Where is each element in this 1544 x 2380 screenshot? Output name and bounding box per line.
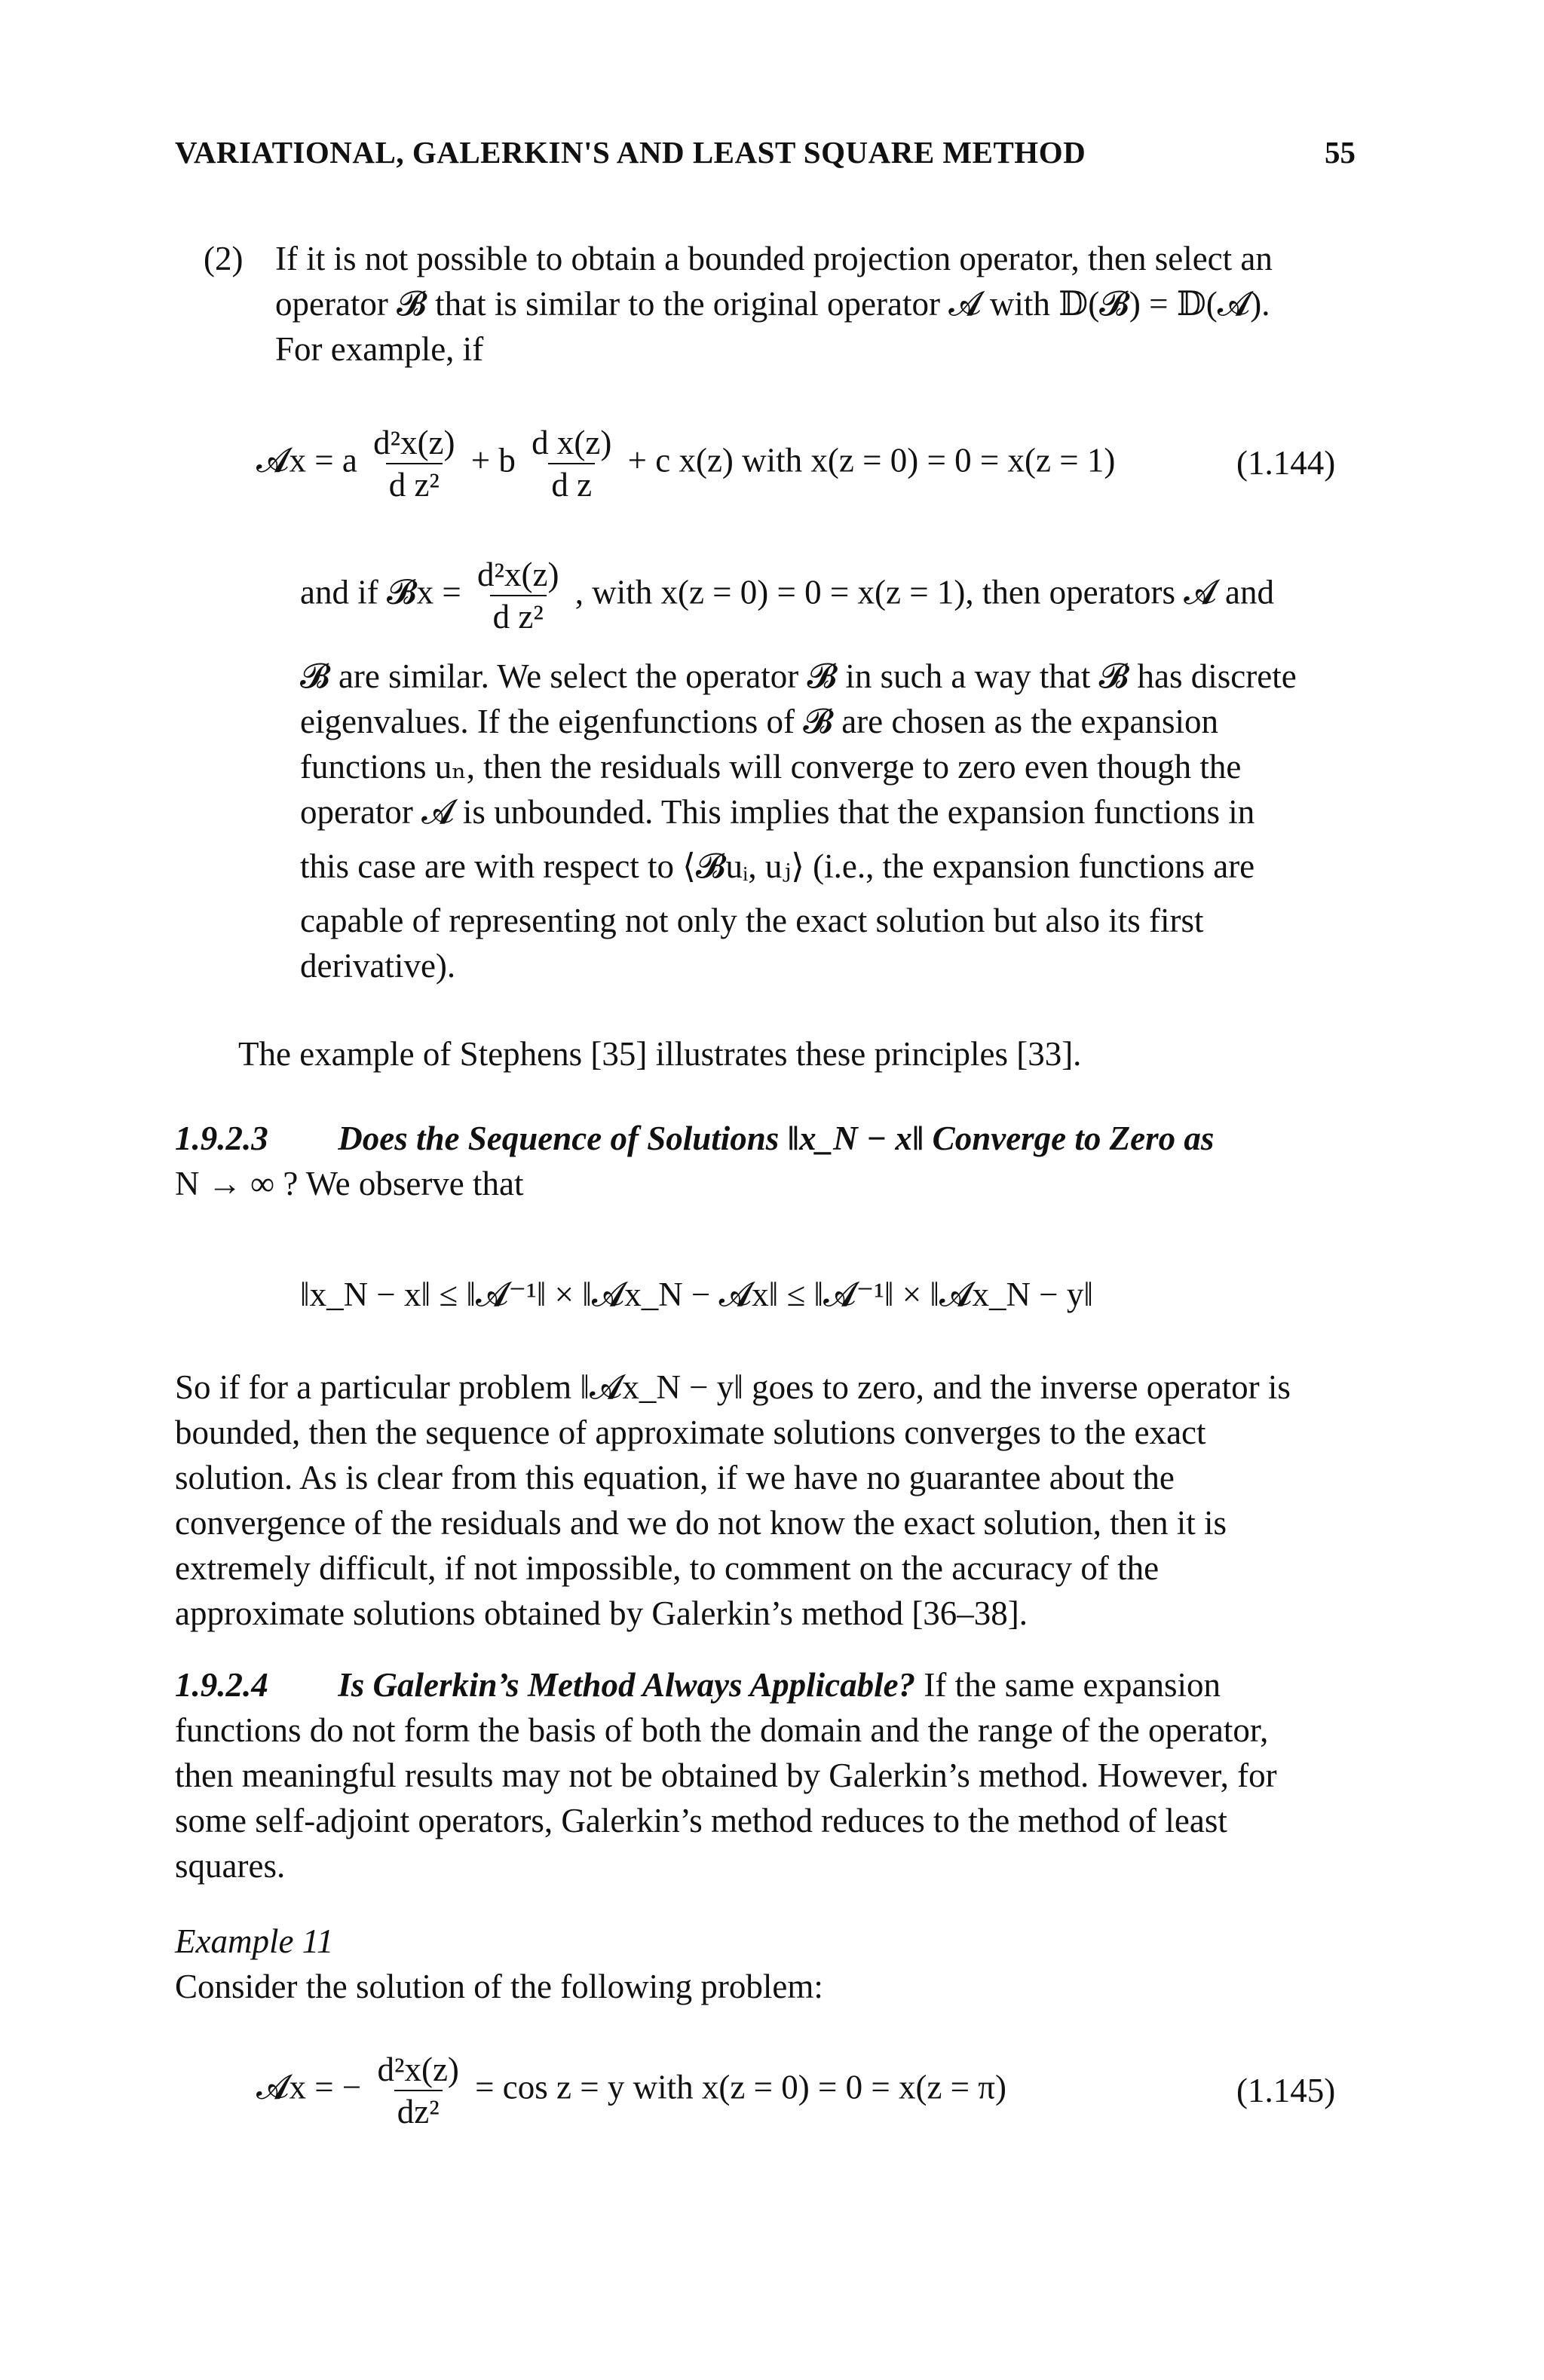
convergence-paragraph: [175, 1365, 1356, 1636]
text-line: 𝓑 are similar. We select the operator 𝓑 in such a way that 𝓑 has discrete: [300, 657, 1297, 695]
and-if-line: [300, 554, 1274, 637]
page-number: 55: [1325, 135, 1356, 170]
item-label: (2): [204, 240, 244, 277]
text-line: extremely difficult, if not impossible, to comment on the accuracy of the: [175, 1549, 1160, 1587]
section-1-9-2-3-line2: N → ∞ ? We observe that: [175, 1165, 524, 1202]
section-1-9-2-4: [175, 1662, 1356, 1888]
example-title: [175, 1919, 333, 1964]
text-line: functions uₙ, then the residuals will converge to zero even though the: [300, 748, 1242, 786]
norm-inequality: ‖x_N − x‖ ≤ ‖𝓐⁻¹‖ × ‖𝓐x_N − 𝓐x‖ ≤ ‖𝓐⁻¹‖ × ‖𝓐x_N − y‖: [300, 1276, 1093, 1313]
section-title: Does the Sequence of Solutions ‖x_N − x‖ Converge to Zero as: [338, 1120, 1215, 1157]
fraction: [370, 422, 458, 505]
text-line: So if for a particular problem ‖𝓐x_N − y‖ goes to zero, and the inverse operator is: [175, 1368, 1291, 1406]
eq-rest: + c x(z) with x(z = 0) = 0 = x(z = 1): [627, 441, 1116, 479]
fraction: [528, 422, 614, 505]
example-intro: Consider the solution of the following problem:: [175, 1968, 823, 2005]
text-line: operator 𝓐 is unbounded. This implies that the expansion functions in: [300, 793, 1255, 831]
running-header: VARIATIONAL, GALERKIN'S AND LEAST SQUARE METHOD: [175, 135, 1086, 170]
text-line: this case are with respect to ⟨𝓑uᵢ, uⱼ⟩ (i.e., the expansion functions are: [300, 847, 1255, 885]
item2-paragraph: [275, 236, 1356, 372]
numerator: d²x(z): [477, 556, 559, 593]
text-line: For example, if: [275, 330, 484, 368]
eq-rest: = cos z = y with x(z = 0) = 0 = x(z = π): [475, 2068, 1007, 2106]
text-line: approximate solutions obtained by Galerkin’s method [36–38].: [175, 1594, 1028, 1632]
denominator: d z: [548, 463, 595, 505]
denominator: d z²: [490, 595, 547, 637]
numerator: d x(z): [532, 424, 612, 461]
example-label: Example 11: [175, 1922, 334, 1960]
denominator: dz²: [394, 2090, 443, 2132]
equation-number: (1.145): [1236, 2072, 1336, 2109]
fraction: [374, 2049, 461, 2132]
equation-number: (1.144): [1236, 444, 1336, 482]
eq-lhs: 𝓐x = a: [256, 441, 357, 479]
text-line: [175, 1662, 1356, 1708]
denominator: d z²: [386, 463, 443, 505]
numerator: d²x(z): [377, 2051, 459, 2088]
equation-1-145: [256, 2049, 1006, 2132]
text-line: functions do not form the basis of both the domain and the range of the operator,: [175, 1711, 1269, 1749]
text-line: solution. As is clear from this equation, if we have no guarantee about the: [175, 1459, 1175, 1496]
text-line: then meaningful results may not be obtained by Galerkin’s method. However, for: [175, 1757, 1277, 1794]
eq-prefix: and if 𝓑x =: [300, 573, 461, 611]
fraction: [474, 554, 562, 637]
text-line: eigenvalues. If the eigenfunctions of 𝓑 are chosen as the expansion: [300, 703, 1219, 740]
text-line: convergence of the residuals and we do not know the exact solution, then it is: [175, 1504, 1227, 1542]
text-line: some self-adjoint operators, Galerkin’s method reduces to the method of least: [175, 1802, 1227, 1839]
text-line: squares.: [175, 1847, 286, 1885]
section-title: Is Galerkin’s Method Always Applicable?: [338, 1666, 916, 1704]
text-line: capable of representing not only the exact solution but also its first: [300, 902, 1204, 939]
numerator: d²x(z): [373, 424, 455, 461]
eq-lhs: 𝓐x = −: [256, 2068, 362, 2106]
similar-paragraph: [300, 654, 1356, 988]
equation-1-144: [256, 422, 1115, 505]
section-text: If the same expansion: [924, 1666, 1221, 1704]
section-number: 1.9.2.3: [175, 1120, 268, 1157]
text-line: derivative).: [300, 947, 456, 985]
text-line: If it is not possible to obtain a bounded projection operator, then select an: [275, 240, 1273, 277]
eq-term: + b: [470, 441, 516, 479]
stephens-sentence: The example of Stephens [35] illustrates these principles [33].: [238, 1035, 1082, 1073]
text-line: operator 𝓑 that is similar to the original operator 𝓐 with 𝔻(𝓑) = 𝔻(𝓐).: [275, 285, 1270, 323]
section-1-9-2-3-heading: [175, 1116, 1214, 1161]
eq-suffix: , with x(z = 0) = 0 = x(z = 1), then operators 𝓐 and: [574, 573, 1274, 611]
text-line: bounded, then the sequence of approximate solutions converges to the exact: [175, 1414, 1206, 1451]
section-number: 1.9.2.4: [175, 1666, 268, 1704]
